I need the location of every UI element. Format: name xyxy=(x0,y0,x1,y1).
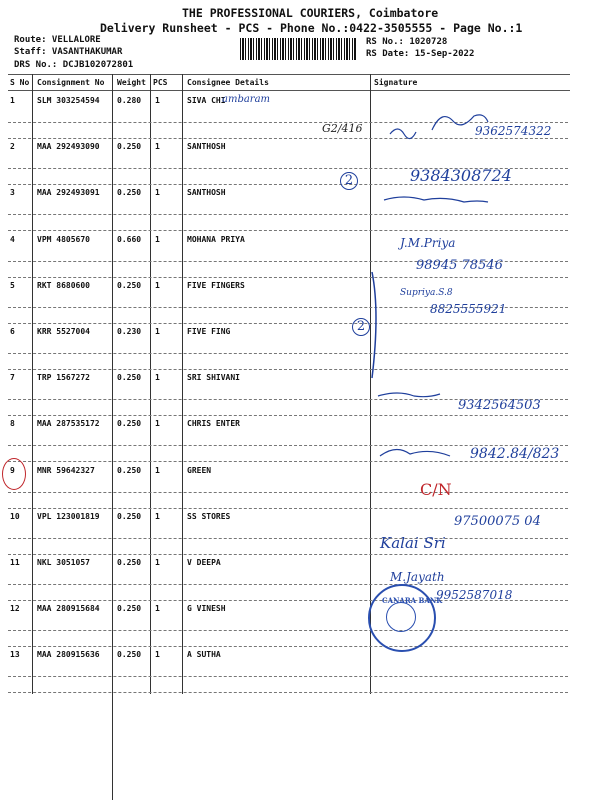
row-consignee: FIVE FING xyxy=(187,327,231,336)
handwritten-phone: 9952587018 xyxy=(436,588,513,602)
barcode-image xyxy=(240,38,356,60)
row-consignment: MAA 280915636 xyxy=(37,650,100,660)
row-separator xyxy=(8,692,568,693)
handwritten-name-suffix: ambaram xyxy=(222,94,271,105)
row-consignee: V DEEPA xyxy=(187,558,221,567)
handwritten-name: J.M.Priya xyxy=(400,236,456,250)
row-weight: 0.250 xyxy=(117,465,142,475)
row-weight: 0.250 xyxy=(117,373,142,383)
row-sno: 3 xyxy=(10,188,15,198)
handwritten-phone: 9342564503 xyxy=(458,398,541,413)
row-consignee: SIVA CHI xyxy=(187,96,226,105)
col-header-pcs: PCS xyxy=(153,78,168,87)
staff-label: Staff: VASANTHAKUMAR xyxy=(14,47,123,57)
table-header-rule xyxy=(8,90,570,91)
route-label: Route: VELLALORE xyxy=(14,35,101,45)
row-consignee: GREEN xyxy=(187,465,212,475)
row-weight: 0.660 xyxy=(117,234,142,244)
row-consignee: MOHANA PRIYA xyxy=(187,234,245,244)
row-separator xyxy=(8,676,568,677)
row-consignee: SANTHOSH xyxy=(187,142,226,152)
runsheet-title: THE PROFESSIONAL COURIERS, Coimbatore xyxy=(182,6,439,20)
row-consignment: VPM 4805670 xyxy=(37,234,90,244)
column-divider xyxy=(182,74,183,694)
row-consignment: MAA 280915684 xyxy=(37,604,100,614)
row-consignee: SS STORES xyxy=(187,511,231,521)
handwritten-cn-note: C/N xyxy=(420,480,452,499)
row-consignment: RKT 8680600 xyxy=(37,280,90,290)
circled-number-mark: 2 xyxy=(352,318,370,336)
row-consignee: CHRIS ENTER xyxy=(187,419,240,429)
row-pcs: 1 xyxy=(155,280,160,290)
handwritten-phone: 98945 78546 xyxy=(416,258,503,273)
red-circle-mark xyxy=(2,458,26,490)
row-weight: 0.250 xyxy=(117,419,142,429)
row-weight: 0.250 xyxy=(117,280,142,290)
bank-stamp-text: CANARA BANK xyxy=(382,596,443,605)
row-pcs: 1 xyxy=(155,373,160,383)
row-sno: 4 xyxy=(10,234,15,244)
bracket-mark xyxy=(368,270,388,380)
row-consignee: A SUTHA xyxy=(187,650,221,660)
column-divider xyxy=(112,74,113,800)
signature-scribbles xyxy=(370,100,570,660)
row-pcs: 1 xyxy=(155,604,160,614)
handwritten-phone: 97500075 04 xyxy=(454,514,541,529)
handwritten-name: M.Jayath xyxy=(390,570,445,584)
row-consignment: MAA 292493090 xyxy=(37,142,100,152)
row-sno: 7 xyxy=(10,373,15,383)
row-consignment: MAA 292493091 xyxy=(37,188,100,198)
row-sno: 6 xyxy=(10,327,15,336)
column-divider xyxy=(150,74,151,694)
row-weight: 0.250 xyxy=(117,558,142,567)
handwritten-phone: 9384308724 xyxy=(410,166,512,185)
row-pcs: 1 xyxy=(155,465,160,475)
row-pcs: 1 xyxy=(155,558,160,567)
row-pcs: 1 xyxy=(155,327,160,336)
row-consignee: G VINESH xyxy=(187,604,226,614)
row-consignment: SLM 303254594 xyxy=(37,96,100,105)
col-header-consignment: Consignment No xyxy=(37,78,105,87)
row-weight: 0.250 xyxy=(117,142,142,152)
row-pcs: 1 xyxy=(155,142,160,152)
table-top-rule xyxy=(8,74,570,75)
row-sno: 10 xyxy=(10,511,20,521)
row-pcs: 1 xyxy=(155,96,160,105)
row-consignee: SRI SHIVANI xyxy=(187,373,240,383)
row-sno: 8 xyxy=(10,419,15,429)
handwritten-phone: 9362574322 xyxy=(475,124,552,138)
row-weight: 0.250 xyxy=(117,604,142,614)
column-divider xyxy=(32,74,33,694)
row-weight: 0.250 xyxy=(117,188,142,198)
row-consignment: TRP 1567272 xyxy=(37,373,90,383)
col-header-consignee: Consignee Details xyxy=(187,78,269,87)
row-sno: 9 xyxy=(10,465,15,475)
row-pcs: 1 xyxy=(155,188,160,198)
row-pcs: 1 xyxy=(155,511,160,521)
col-header-sno: S No xyxy=(10,78,30,87)
col-header-signature: Signature xyxy=(374,78,418,87)
handwritten-name: Kalai Sri xyxy=(380,534,446,552)
row-weight: 0.250 xyxy=(117,650,142,660)
row-consignment: KRR 5527004 xyxy=(37,327,90,336)
row-consignee: SANTHOSH xyxy=(187,188,226,198)
row-weight: 0.280 xyxy=(117,96,142,105)
row-consignment: MNR 59642327 xyxy=(37,465,95,475)
handwritten-phone: 8825555921 xyxy=(430,302,507,316)
row-consignment: NKL 3051057 xyxy=(37,558,90,567)
row-sno: 11 xyxy=(10,558,20,567)
row-consignment: MAA 287535172 xyxy=(37,419,100,429)
handwritten-name: Supriya.S.8 xyxy=(400,288,453,298)
row-pcs: 1 xyxy=(155,650,160,660)
circled-number-mark: 2 xyxy=(340,172,358,190)
handwritten-note: G2/416 xyxy=(322,122,363,135)
row-weight: 0.230 xyxy=(117,327,142,336)
row-consignee: FIVE FINGERS xyxy=(187,280,245,290)
row-pcs: 1 xyxy=(155,419,160,429)
runsheet-subtitle: Delivery Runsheet - PCS - Phone No.:0422-3505555 - Page No.:1 xyxy=(100,21,523,35)
row-sno: 13 xyxy=(10,650,20,660)
row-sno: 1 xyxy=(10,96,15,105)
row-weight: 0.250 xyxy=(117,511,142,521)
row-sno: 12 xyxy=(10,604,20,614)
row-sno: 2 xyxy=(10,142,15,152)
row-consignment: VPL 123001819 xyxy=(37,511,100,521)
handwritten-phone: 9842.84/823 xyxy=(470,446,560,462)
row-sno: 5 xyxy=(10,280,15,290)
rs-number: RS No.: 1020728 xyxy=(366,37,448,47)
rs-date: RS Date: 15-Sep-2022 xyxy=(366,49,475,59)
row-pcs: 1 xyxy=(155,234,160,244)
bank-stamp-inner xyxy=(386,602,416,632)
col-header-weight: Weight xyxy=(117,78,146,87)
drs-number: DRS No.: DCJB102072801 xyxy=(14,60,134,70)
